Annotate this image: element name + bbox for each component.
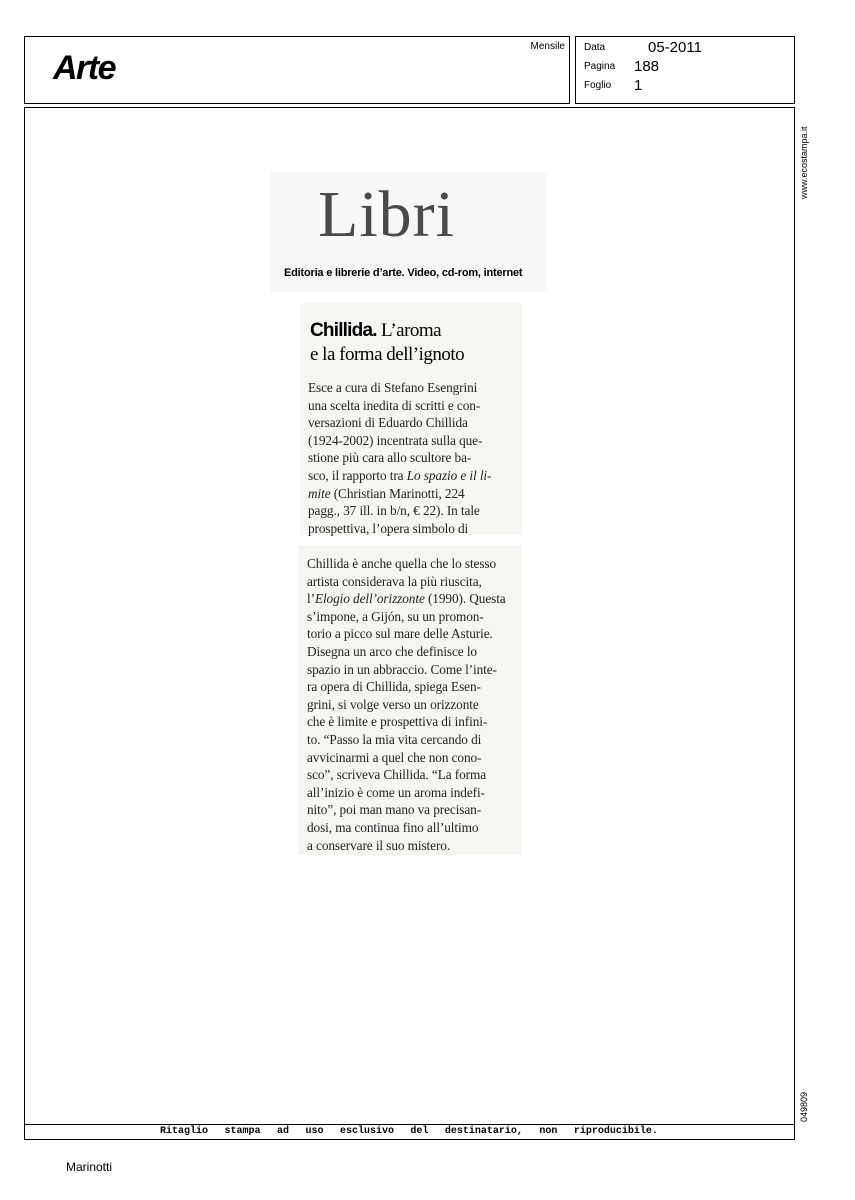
article-line: versazioni di Eduardo Chillida [308,415,468,431]
article-line: torio a picco sul mare delle Asturie. [307,626,493,642]
article-line: una scelta inedita di scritti e con- [308,397,481,413]
footer-disclaimer [160,1126,658,1137]
disclaimer-word: del [410,1126,429,1137]
article-line-segment: sco, il rapporto tra [308,467,407,483]
sheet-value: 1 [634,77,643,94]
article-line: prospettiva, l’opera simbolo di [308,520,469,536]
publication-logo: Arte [53,49,116,87]
page-value: 188 [634,58,660,75]
disclaimer-word: non [539,1126,558,1137]
article-column-b [307,555,519,854]
article-line: pagg., 37 ill. in b/n, € 22). In tale [308,503,480,519]
article-bottom-clip [298,545,521,855]
date-label: Data [584,42,606,53]
article-line: artista considerava la più riuscita, [307,573,482,589]
article-line-segment: (1990). Questa [424,591,506,607]
article-line: avvicinarmi a quel che non cono- [307,749,482,765]
article-line: nito”, poi man mano va precisan- [307,802,482,818]
article-line-segment: (Christian Marinotti, 224 [330,485,465,501]
footer-name: Marinotti [66,1160,113,1174]
article-line: s’impone, a Gijón, su un promon- [307,608,484,624]
article-line-segment: Lo spazio e il li- [406,467,492,483]
clipping-code-vertical: 049809 [799,1091,809,1122]
footer-divider [24,1124,795,1125]
article-line [308,485,522,503]
sheet-label: Foglio [584,80,612,91]
article-line: dosi, ma continua fino all’ultimo [307,819,479,835]
article-line: (1924-2002) incentrata sulla que- [308,432,483,448]
periodicity-label: Mensile [530,41,565,52]
article-line: Disegna un arco che definisce lo [307,643,477,659]
article-line: stione più cara allo scultore ba- [308,450,472,466]
disclaimer-word: destinatario, [444,1126,523,1137]
disclaimer-word: ad [276,1126,289,1137]
article-line: to. “Passo la mia vita cercando di [307,731,482,747]
article-line: spazio in un abbraccio. Come l’inte- [307,661,497,677]
article-line-segment: mite [308,485,331,501]
article-line-segment: Elogio dell’orizzonte [314,591,425,607]
header-masthead-box [24,36,570,104]
article-column-a [308,379,522,537]
header-meta-box [575,36,795,104]
article-headline [310,319,522,367]
disclaimer-word: uso [305,1126,324,1137]
date-value: 05-2011 [648,39,702,56]
section-header-clip [270,172,547,292]
page-label: Pagina [584,61,616,72]
article-line: a conservare il suo mistero. [307,837,451,853]
article-line: sco”, scriveva Chillida. “La forma [307,767,486,783]
disclaimer-word: riproducibile. [573,1126,658,1137]
disclaimer-word: esclusivo [339,1126,394,1137]
article-top-clip [300,303,522,535]
headline-part-2: e la forma dell’ignoto [310,344,465,365]
headline-bold: Chillida. [310,320,377,341]
article-line [307,590,519,608]
article-line-segment: l’ [307,591,315,607]
website-vertical: www.ecostampa.it [799,126,809,199]
article-line: grini, si volge verso un orizzonte [307,696,479,712]
article-line: Chillida è anche quella che lo stesso [307,556,497,571]
article-line: all’inizio è come un aroma indefi- [307,784,485,800]
disclaimer-word: stampa [224,1126,261,1137]
article-line [308,467,522,485]
article-line: che è limite e prospettiva di infini- [307,714,488,730]
section-subtitle: Editoria e librerie d’arte. Video, cd-rom, internet [284,267,523,279]
disclaimer-word: Ritaglio [160,1126,209,1137]
article-line: Esce a cura di Stefano Esengrini [308,380,478,395]
headline-part-1: L’aroma [380,320,442,341]
section-title: Libri [318,178,455,251]
article-line: ra opera di Chillida, spiega Esen- [307,679,481,695]
